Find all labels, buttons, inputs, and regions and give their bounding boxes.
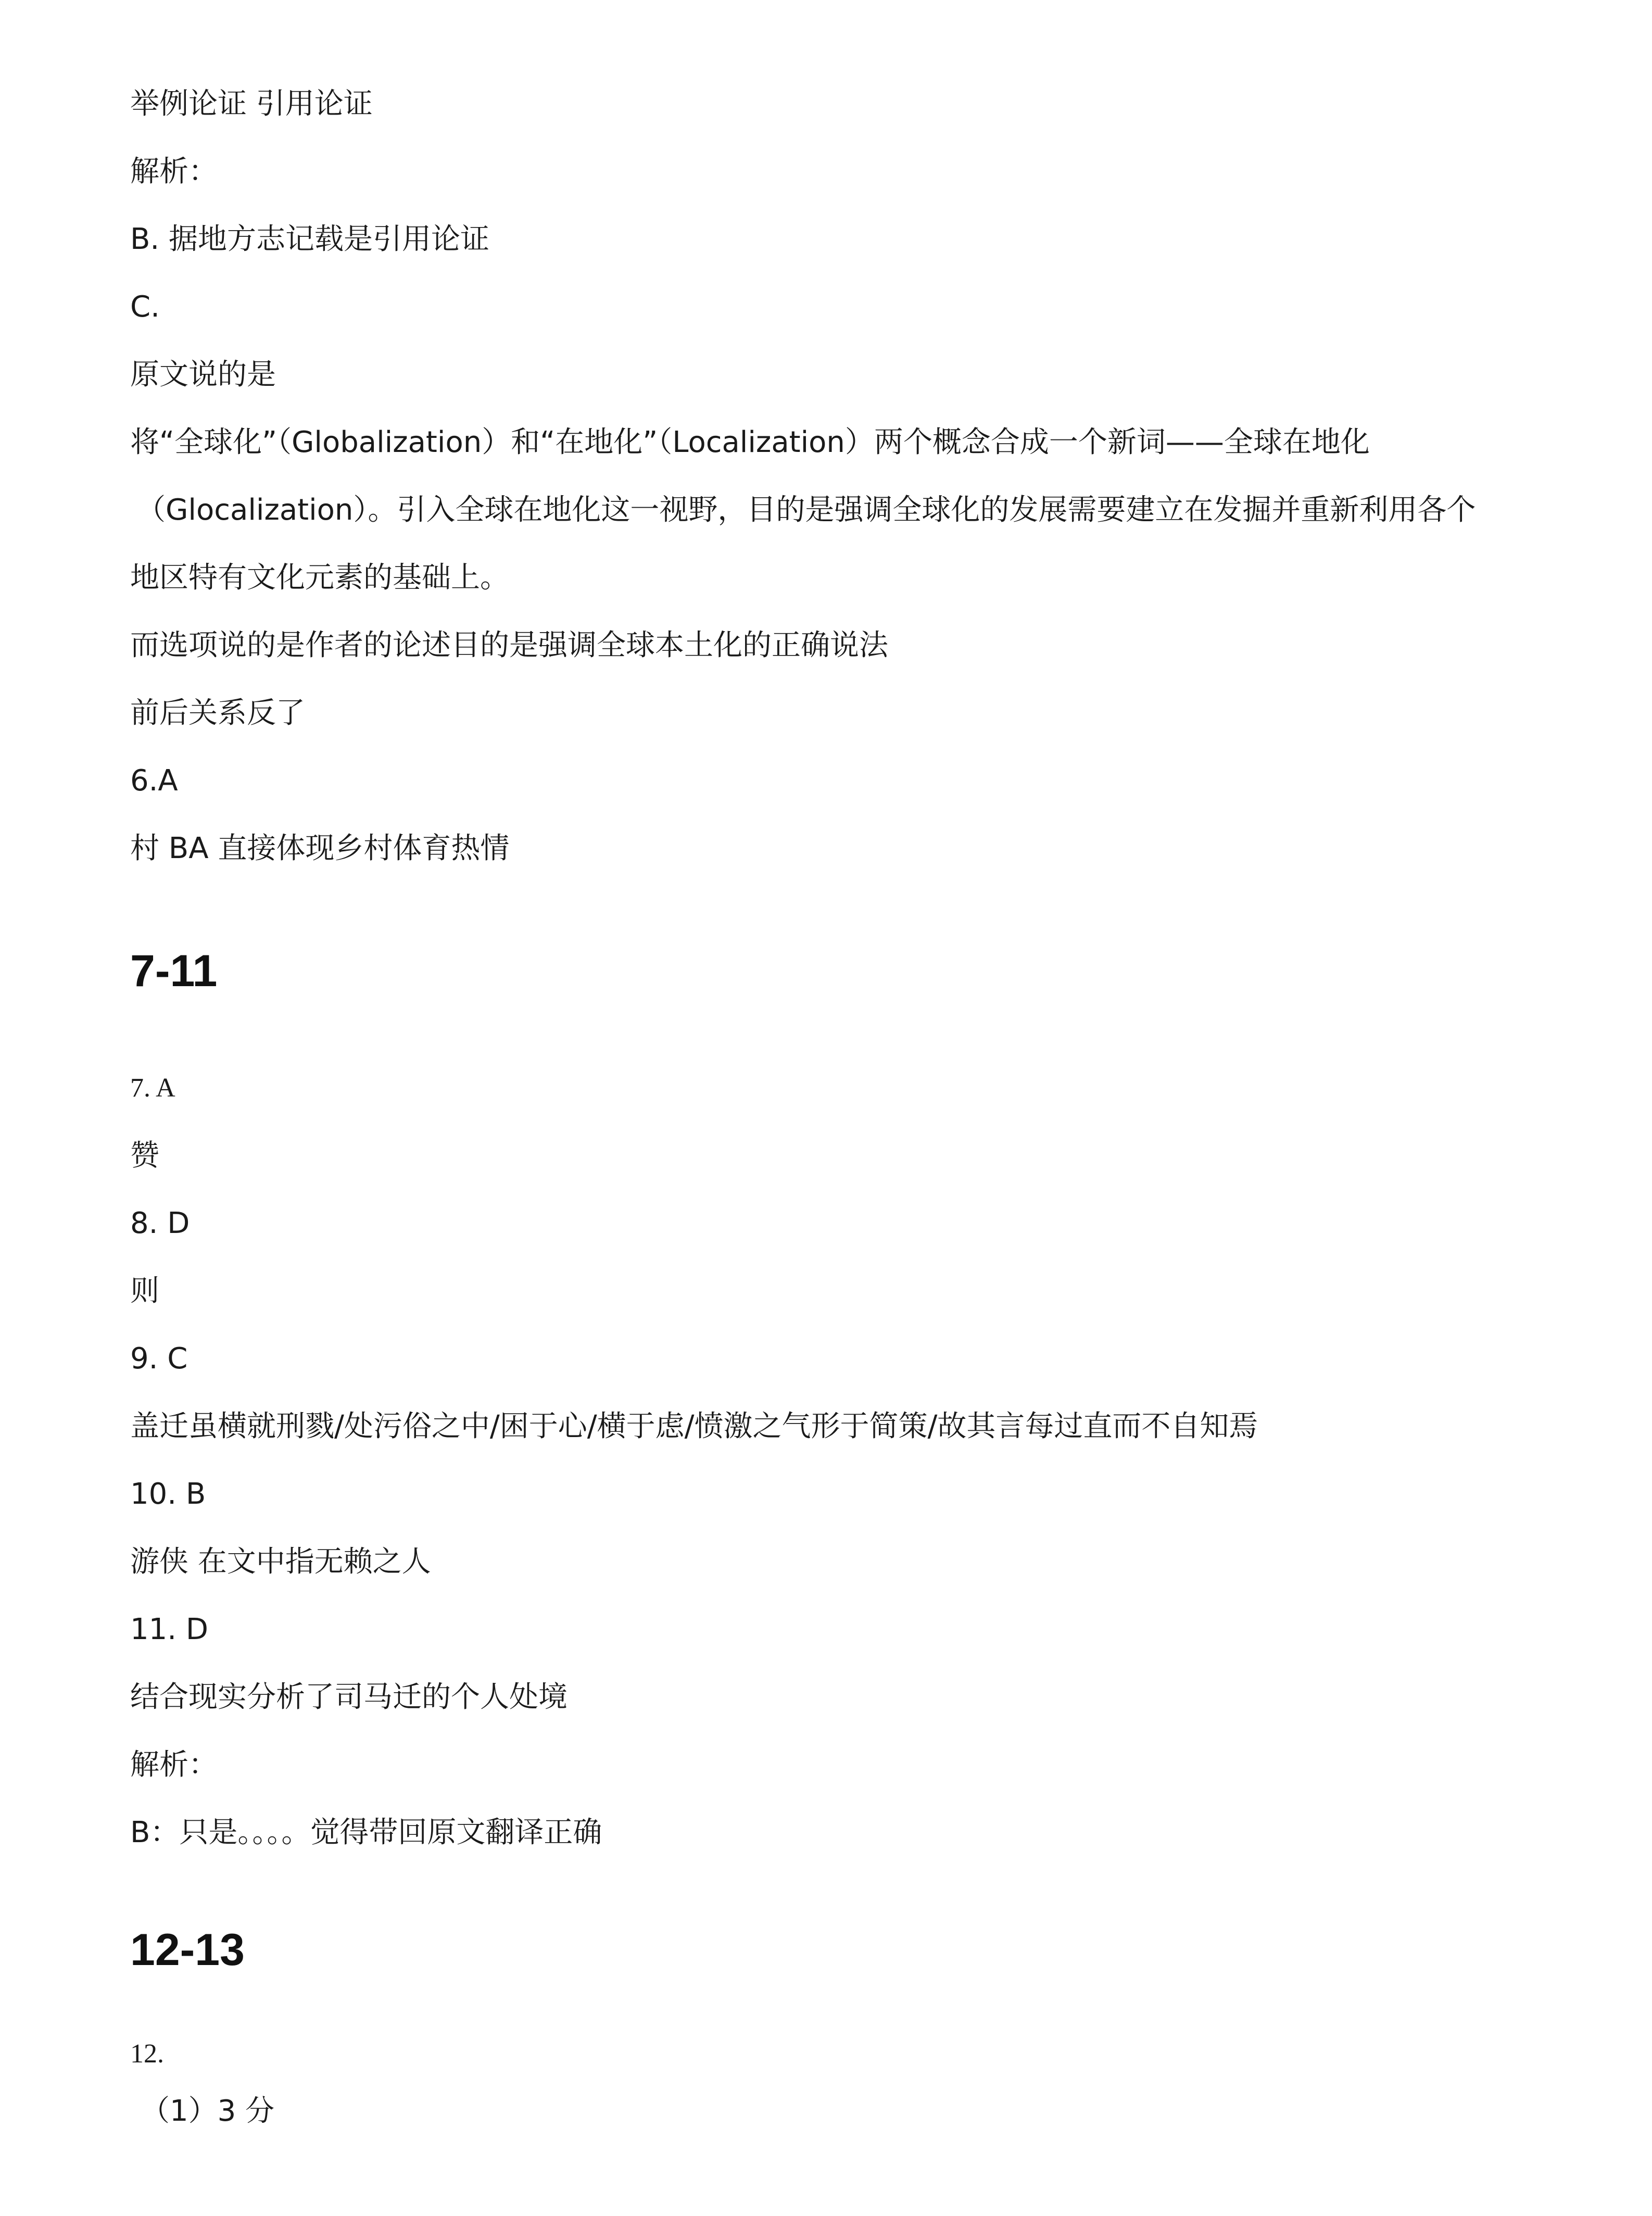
text-line: 而选项说的是作者的论述目的是强调全球本土化的正确说法 — [130, 628, 888, 662]
text-line: 原文说的是 — [130, 358, 276, 392]
text-line: 村 BA 直接体现乡村体育热情 — [130, 832, 510, 865]
text-line: C. — [130, 290, 160, 324]
answer-line: 11. D — [130, 1613, 208, 1646]
text-line: 解析： — [130, 1748, 218, 1782]
answer-line: 8. D — [130, 1206, 190, 1240]
answer-line: 10. B — [130, 1477, 206, 1511]
text-line: 则 — [130, 1274, 159, 1308]
section-heading: 7-11 — [130, 946, 218, 996]
text-line: （Glocalization）。引入全球在地化这一视野，目的是强调全球化的发展需要建立在发掘并重新利用各个 — [136, 493, 1476, 527]
text-line: 赞 — [130, 1139, 159, 1173]
section-heading: 12-13 — [130, 1925, 245, 1975]
text-line: 前后关系反了 — [130, 696, 305, 730]
answer-line: 7. A — [130, 1073, 175, 1103]
text-line: 地区特有文化元素的基础上。 — [130, 561, 509, 595]
text-line: 结合现实分析了司马迁的个人处境 — [130, 1680, 568, 1714]
text-line: 游侠 在文中指无赖之人 — [130, 1545, 431, 1579]
text-line: B：只是。。。。觉得带回原文翻译正确 — [130, 1816, 602, 1849]
text-line: 举例论证 引用论证 — [130, 87, 373, 121]
text-line: 盖迁虽横就刑戮/处污俗之中/困于心/横于虑/愤激之气形于简策/故其言每过直而不自知焉 — [130, 1409, 1258, 1443]
text-line: 6.A — [130, 764, 178, 798]
text-line: B. 据地方志记载是引用论证 — [130, 222, 490, 256]
answer-line: 12. — [130, 2039, 164, 2069]
text-line: （1）3 分 — [141, 2094, 275, 2128]
text-line: 将“全球化”（Globalization）和“在地化”（Localization）两个概念合成一个新词——全球在地化 — [130, 425, 1370, 459]
answer-line: 9. C — [130, 1342, 188, 1376]
text-line: 解析： — [130, 155, 218, 188]
